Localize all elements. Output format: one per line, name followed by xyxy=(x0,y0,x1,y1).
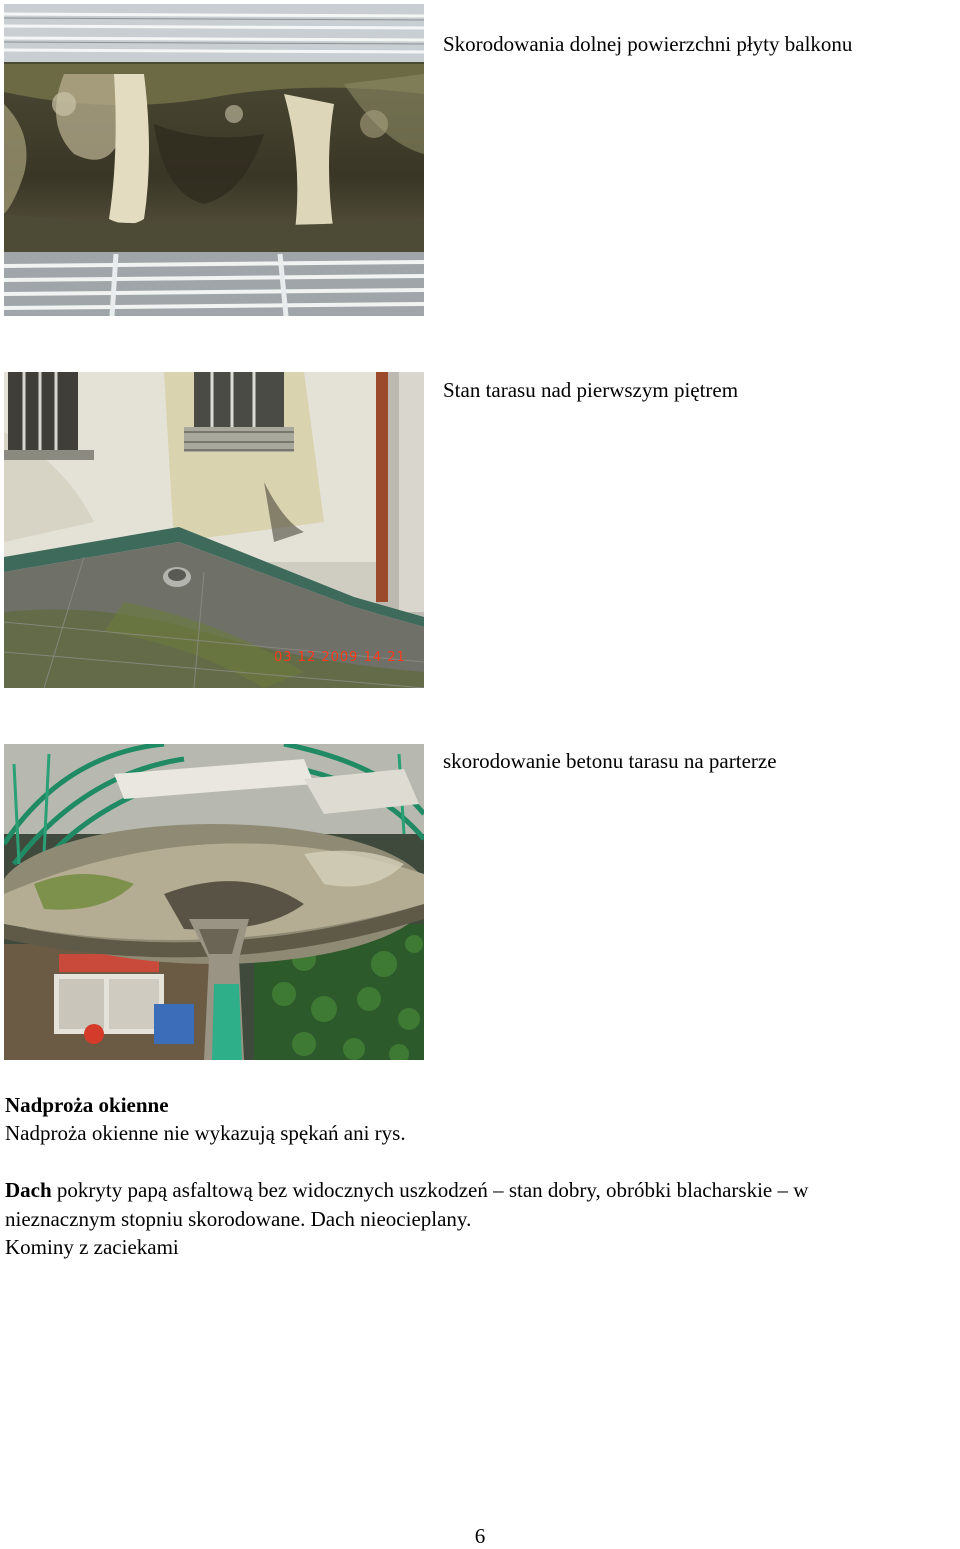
section-heading-lintels: Nadproża okienne xyxy=(5,1093,169,1117)
section-text-lintels: Nadproża okienne nie wykazują spękań ani rys. xyxy=(5,1121,406,1145)
caption-terrace-first-floor: Stan tarasu nad pierwszym piętrem xyxy=(443,378,739,402)
caption-terrace-ground-floor: skorodowanie betonu tarasu na parterze xyxy=(443,749,777,773)
caption-balcony-underside: Skorodowania dolnej powierzchni płyty balkonu xyxy=(443,32,853,56)
roof-paragraph-line-2: nieznacznym stopniu skorodowane. Dach nieocieplany. xyxy=(5,1207,472,1231)
roof-paragraph-line-1 xyxy=(5,1176,808,1204)
photo-balcony-underside xyxy=(4,4,424,316)
photo-terrace-first-floor xyxy=(4,372,424,688)
page-number: 6 xyxy=(474,1524,486,1548)
roof-paragraph-line-3: Kominy z zaciekami xyxy=(5,1235,179,1259)
roof-line-1-rest: pokryty papą asfaltową bez widocznych uszkodzeń – stan dobry, obróbki blacharskie – w xyxy=(51,1178,809,1202)
date-stamp: 03 12 2009 14 21 xyxy=(274,650,406,665)
roof-lead-word: Dach xyxy=(5,1178,52,1202)
photo-terrace-ground-floor xyxy=(4,744,424,1060)
